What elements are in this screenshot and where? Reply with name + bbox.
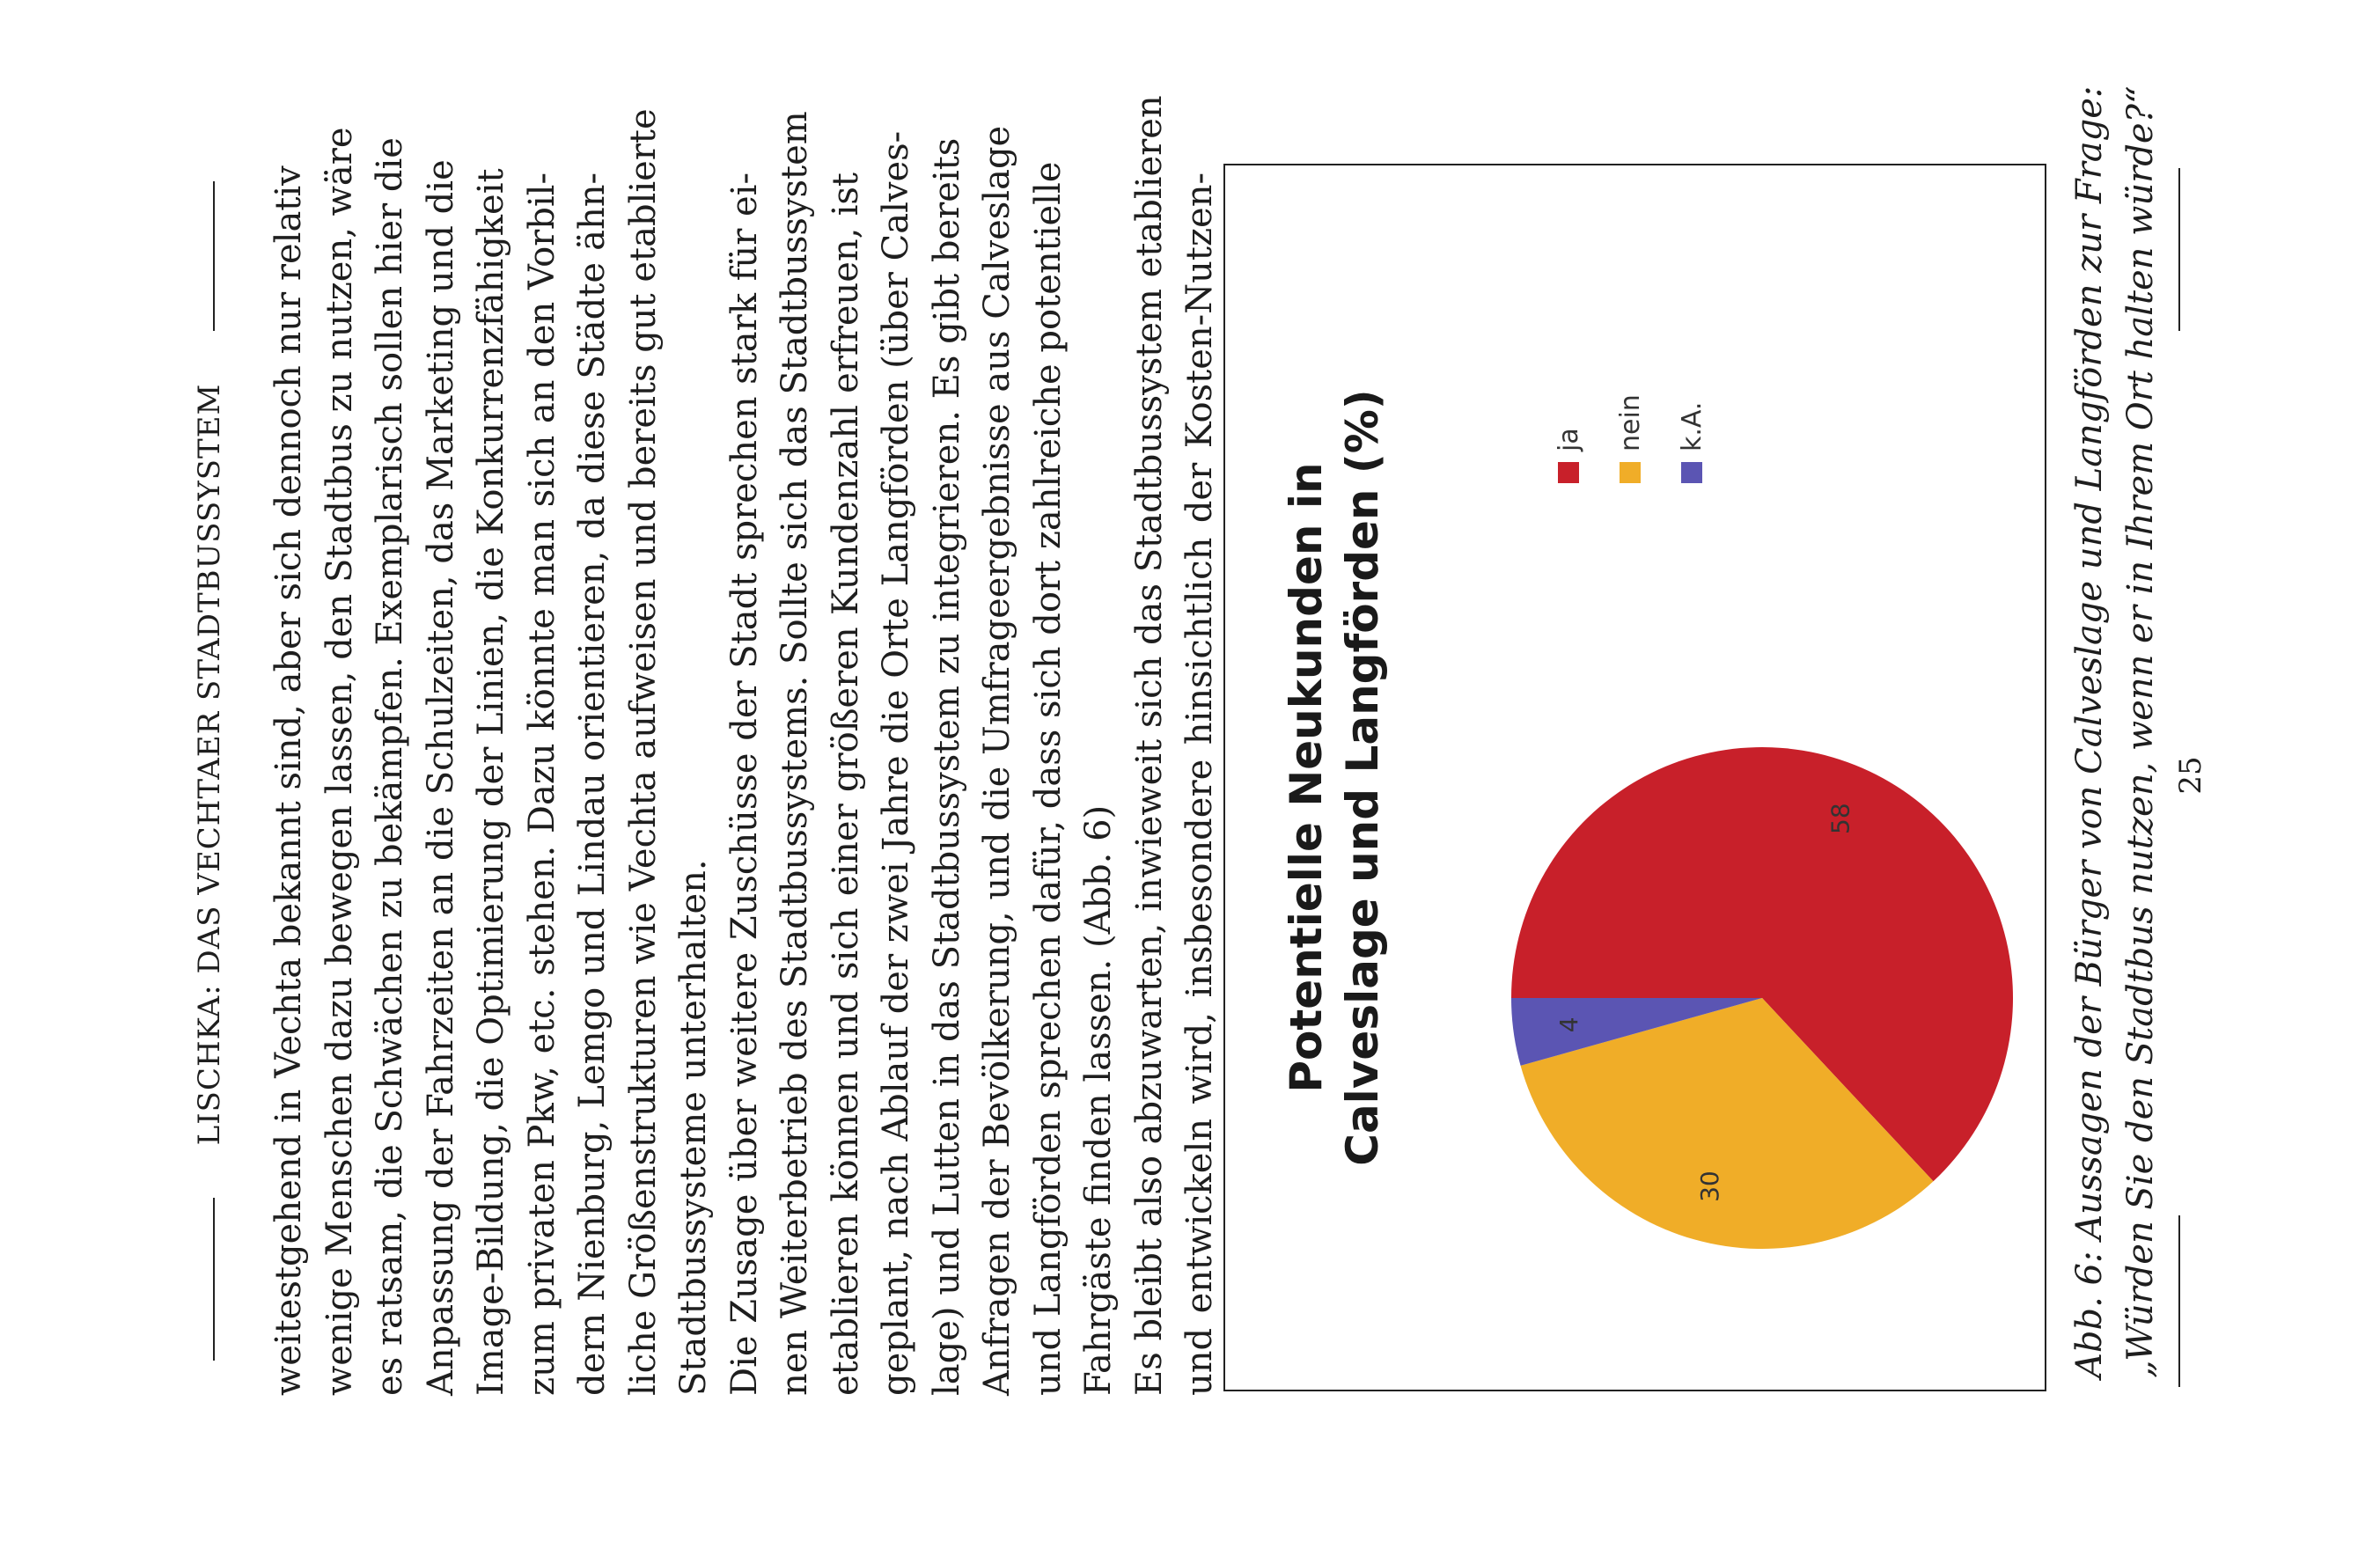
body-line: Anfragen der Bevölkerung, und die Umfrageergebnisse aus Calveslage — [977, 125, 1017, 1396]
body-line: liche Größenstrukturen wie Vechta aufweisen und bereits gut etablierte — [622, 108, 664, 1396]
chart-title-line: Potentielle Neukunden in — [1281, 462, 1332, 1093]
page-number: 25 — [2173, 756, 2208, 795]
body-line: Die Zusage über weitere Zuschüsse der Stadt sprechen stark für ei- — [724, 172, 765, 1396]
footer-rule-right — [2178, 168, 2180, 331]
body-line: wenige Menschen dazu bewegen lassen, den Stadtbus zu nutzen, wäre — [319, 127, 360, 1396]
running-head-rule-right — [213, 181, 215, 331]
legend-swatch — [1681, 462, 1702, 483]
body-line: geplant, nach Ablauf der zwei Jahre die Orte Langförden (über Calves- — [876, 130, 916, 1396]
chart-legend — [1538, 394, 1723, 483]
legend-item — [1538, 394, 1599, 483]
pie-data-label: 58 — [1825, 803, 1855, 834]
body-line: Anpassung der Fahrzeiten an die Schulzeiten, das Marketing und die — [420, 159, 461, 1396]
running-head-title: LISCHKA: DAS VECHTAER STADTBUSSYSTEM — [192, 383, 227, 1146]
body-line: Fahrgäste finden lassen. (Abb. 6) — [1078, 804, 1119, 1396]
body-line: dern Nienburg, Lemgo und Lindau orientieren, da diese Städte ähn- — [572, 172, 613, 1396]
legend-item — [1599, 394, 1661, 483]
body-line: lage) und Lutten in das Stadtbussystem zu integrieren. Es gibt bereits — [926, 137, 967, 1396]
caption-line: „Würden Sie den Stadtbus nutzen, wenn er in Ihrem Ort halten würde?“ — [2120, 85, 2161, 1378]
legend-label: k.A. — [1676, 401, 1708, 451]
body-line: Image-Bildung, die Optimierung der Linien, die Konkurrenzfähigkeit — [471, 168, 511, 1396]
legend-swatch — [1558, 462, 1579, 483]
body-line: nen Weiterbetrieb des Stadtbussystems. Sollte sich das Stadtbussystem — [775, 111, 815, 1396]
running-head-rule-left — [213, 1198, 215, 1361]
pie-data-label: 30 — [1695, 1170, 1725, 1202]
caption-line: Abb. 6: Aussagen der Bürger von Calveslage und Langförden zur Frage: — [2069, 85, 2110, 1378]
chart-title-line: Calveslage und Langförden (%) — [1337, 389, 1388, 1166]
body-line: weitestgehend in Vechta bekannt sind, aber sich dennoch nur relativ — [268, 165, 309, 1396]
running-head — [187, 181, 239, 1361]
body-text — [264, 95, 1226, 1396]
legend-swatch — [1620, 462, 1641, 483]
body-line: und entwickeln wird, insbesondere hinsichtlich der Kosten-Nutzen- — [1179, 172, 1220, 1396]
body-line: Stadtbussysteme unterhalten. — [673, 859, 714, 1396]
body-line: etablieren können und sich einer größeren Kundenzahl erfreuen, ist — [825, 172, 866, 1396]
figure-box — [1223, 164, 2046, 1391]
pie-chart — [1225, 165, 2045, 1390]
figure-caption — [2064, 85, 2208, 1378]
legend-label: nein — [1614, 394, 1646, 451]
body-line: es ratsam, die Schwächen zu bekämpfen. Exemplarisch sollen hier die — [370, 137, 410, 1396]
legend-item — [1661, 394, 1723, 483]
pie-data-label: 4 — [1554, 1016, 1583, 1033]
body-line: zum privaten Pkw, etc. stehen. Dazu könnte man sich an den Vorbil- — [521, 172, 562, 1396]
body-line: Es bleibt also abzuwarten, inwieweit sich das Stadtbussystem etablieren — [1128, 95, 1170, 1396]
legend-label: ja — [1553, 428, 1584, 451]
body-line: und Langförden sprechen dafür, dass sich dort zahlreiche potentielle — [1027, 161, 1069, 1396]
